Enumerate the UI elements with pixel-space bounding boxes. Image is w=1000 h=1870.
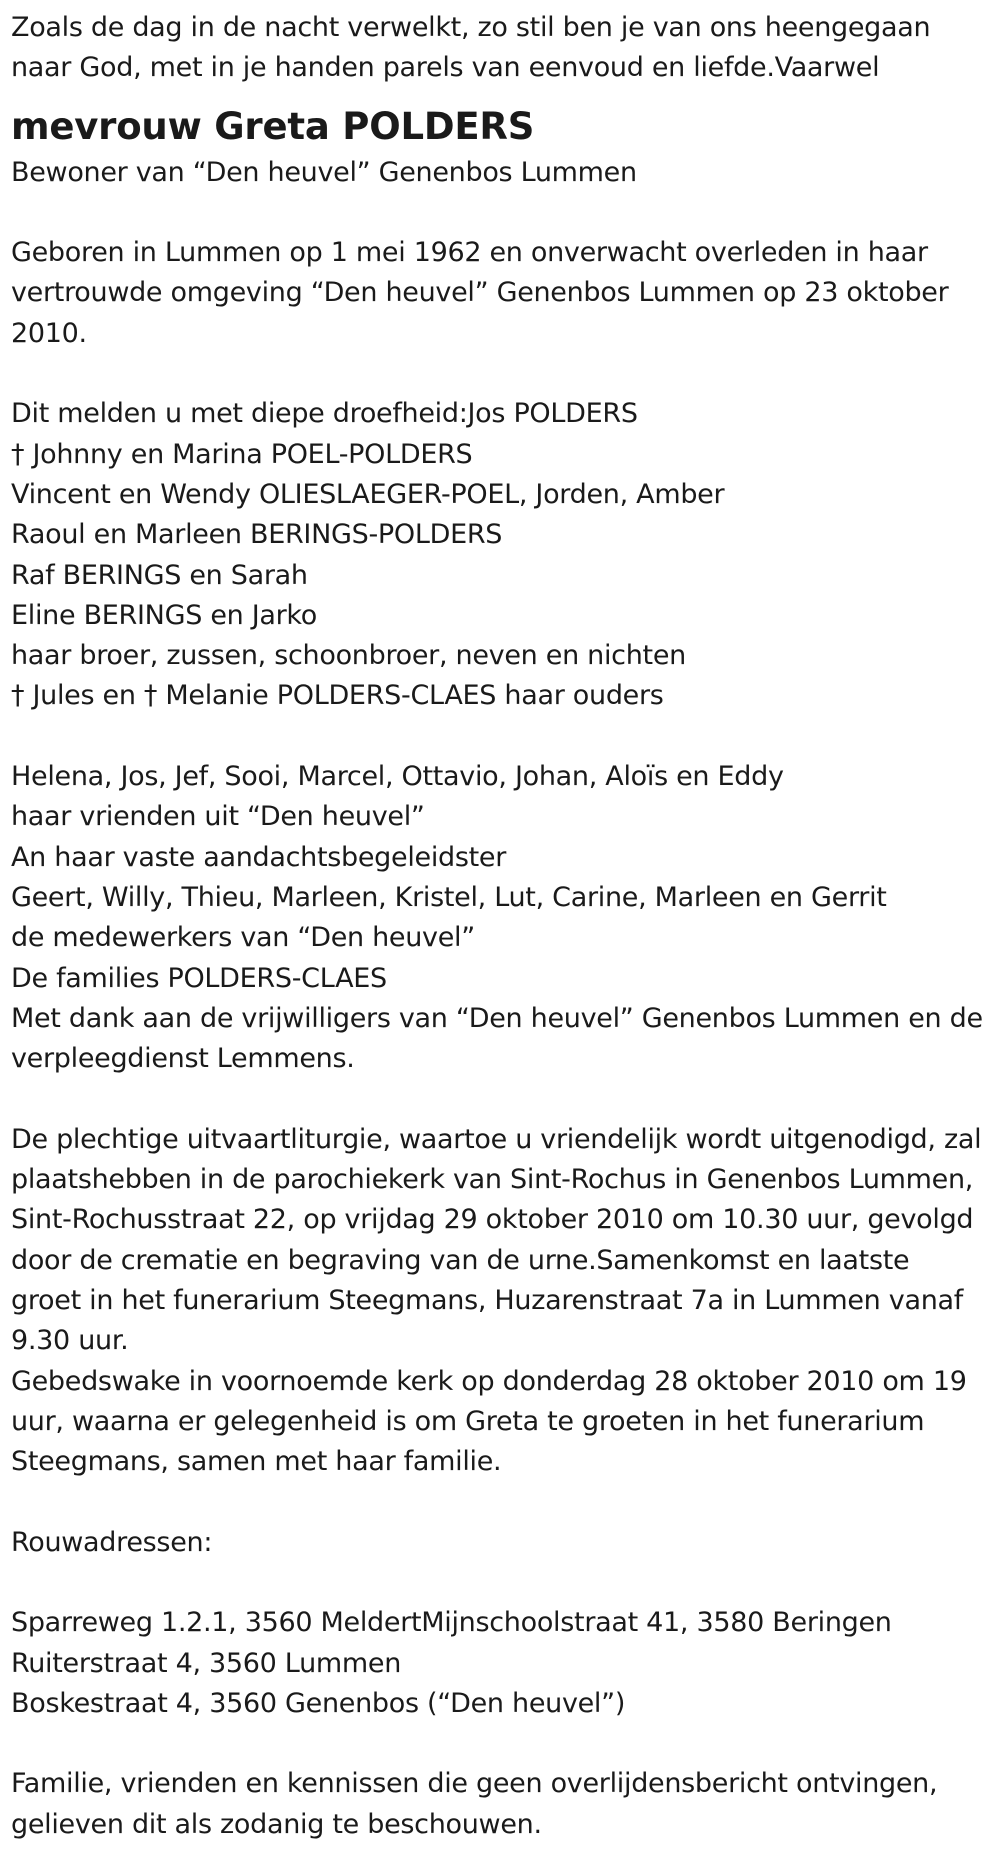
funeral-line: Steegmans, samen met haar familie.	[11, 1446, 502, 1478]
funeral-line: Gebedswake in voornoemde kerk op donderdag 28 oktober 2010 om 19	[11, 1365, 967, 1397]
birth-line: 2010.	[11, 317, 87, 349]
family-line: haar broer, zussen, schoonbroer, neven en nichten	[11, 640, 686, 672]
friends-line: Helena, Jos, Jef, Sooi, Marcel, Ottavio, Johan, Aloïs en Eddy	[11, 761, 784, 793]
family-list	[11, 394, 985, 716]
spacer	[11, 1079, 985, 1119]
friends-line: De families POLDERS-CLAES	[11, 962, 387, 994]
friends-line: haar vrienden uit “Den heuvel”	[11, 801, 425, 833]
family-line: Raoul en Marleen BERINGS-POLDERS	[11, 519, 503, 551]
spacer	[11, 354, 985, 394]
funeral-line: Sint-Rochusstraat 22, op vrijdag 29 oktober 2010 om 10.30 uur, gevolgd	[11, 1204, 974, 1236]
friends-line: de medewerkers van “Den heuvel”	[11, 922, 475, 954]
friends-list	[11, 757, 985, 1079]
deceased-name-title: mevrouw Greta POLDERS	[11, 104, 535, 148]
address-line: Boskestraat 4, 3560 Genenbos (“Den heuvel”)	[11, 1687, 626, 1719]
friends-line: Geert, Willy, Thieu, Marleen, Kristel, Lut, Carine, Marleen en Gerrit	[11, 881, 887, 913]
birth-death-paragraph	[11, 233, 985, 354]
funeral-line: groet in het funerarium Steegmans, Huzarenstraat 7a in Lummen vanaf	[11, 1284, 963, 1316]
intro-line: naar God, met in je handen parels van eenvoud en liefde.Vaarwel	[11, 52, 880, 84]
address-line: Sparreweg 1.2.1, 3560 MeldertMijnschoolstraat 41, 3580 Beringen	[11, 1607, 892, 1639]
birth-line: Geboren in Lummen op 1 mei 1962 en onverwacht overleden in haar	[11, 237, 928, 269]
family-line: Vincent en Wendy OLIESLAEGER-POEL, Jorden, Amber	[11, 478, 725, 510]
closing-note	[11, 1764, 985, 1845]
funeral-details	[11, 1120, 985, 1483]
address-line: Ruiterstraat 4, 3560 Lummen	[11, 1647, 402, 1679]
funeral-line: door de crematie en begraving van de urne.Samenkomst en laatste	[11, 1244, 910, 1276]
intro-verse	[11, 8, 985, 89]
funeral-line: 9.30 uur.	[11, 1325, 129, 1357]
closing-line: Familie, vrienden en kennissen die geen overlijdensbericht ontvingen,	[11, 1768, 938, 1800]
spacer	[11, 1482, 985, 1522]
friends-line: verpleegdienst Lemmens.	[11, 1043, 355, 1075]
spacer	[11, 193, 985, 233]
intro-line: Zoals de dag in de nacht verwelkt, zo stil ben je van ons heengegaan	[11, 12, 931, 43]
spacer	[11, 1724, 985, 1764]
addresses-list	[11, 1603, 985, 1724]
funeral-line: De plechtige uitvaartliturgie, waartoe u vriendelijk wordt uitgenodigd, zal	[11, 1123, 982, 1155]
family-line: Dit melden u met diepe droefheid:Jos POLDERS	[11, 398, 638, 430]
friends-line: Met dank aan de vrijwilligers van “Den heuvel” Genenbos Lummen en de	[11, 1002, 983, 1034]
addresses-label: Rouwadressen:	[11, 1526, 213, 1558]
birth-line: vertrouwde omgeving “Den heuvel” Genenbos Lummen op 23 oktober	[11, 277, 949, 309]
family-line: † Johnny en Marina POEL-POLDERS	[11, 438, 473, 470]
family-line: Eline BERINGS en Jarko	[11, 599, 318, 631]
family-line: Raf BERINGS en Sarah	[11, 559, 308, 591]
closing-line: gelieven dit als zodanig te beschouwen.	[11, 1808, 542, 1840]
funeral-line: uur, waarna er gelegenheid is om Greta te groeten in het funerarium	[11, 1405, 925, 1437]
funeral-line: plaatshebben in de parochiekerk van Sint-Rochus in Genenbos Lummen,	[11, 1164, 974, 1196]
spacer	[11, 717, 985, 757]
spacer	[11, 1563, 985, 1603]
friends-line: An haar vaste aandachtsbegeleidster	[11, 841, 507, 873]
residence-subtitle: Bewoner van “Den heuvel” Genenbos Lummen	[11, 156, 637, 188]
family-line: † Jules en † Melanie POLDERS-CLAES haar ouders	[11, 680, 664, 712]
